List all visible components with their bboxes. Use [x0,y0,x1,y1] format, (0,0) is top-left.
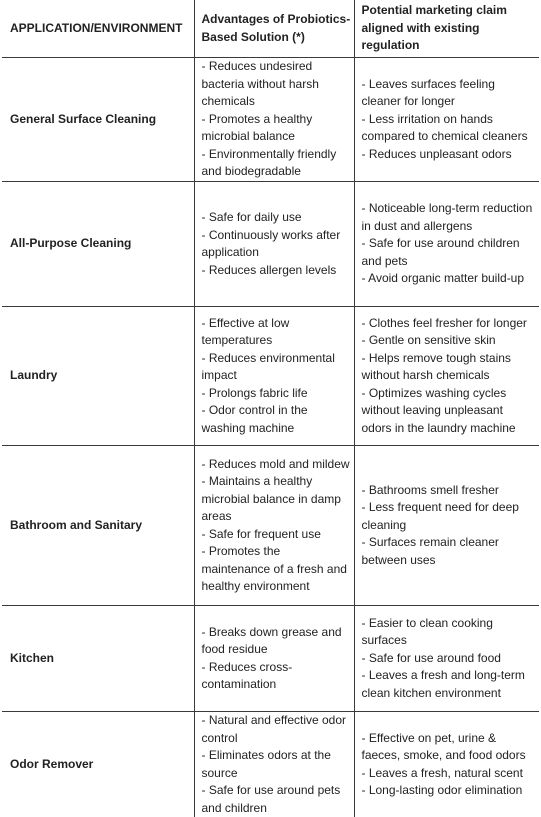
claim-item: - Easier to clean cooking surfaces [362,615,537,650]
claims-cell [354,58,539,182]
application-cell: General Surface Cleaning [2,58,194,182]
header-row [2,0,539,58]
claims-cell [354,182,539,307]
application-cell: Kitchen [2,606,194,712]
advantage-item: - Safe for use around pets and children [202,782,351,817]
advantages-cell [194,58,354,182]
advantage-item: - Promotes a healthy microbial balance [202,111,351,146]
application-cell: Laundry [2,307,194,446]
advantages-cell [194,446,354,606]
advantage-item: - Odor control in the washing machine [202,402,351,437]
claim-item: - Leaves a fresh and long-term clean kitchen environment [362,667,537,702]
table-row [2,446,539,606]
advantage-item: - Continuously works after application [202,227,351,262]
claim-item: - Avoid organic matter build-up [362,270,537,288]
advantages-cell [194,712,354,817]
table-row [2,712,539,817]
advantages-cell [194,307,354,446]
claims-cell [354,307,539,446]
claim-item: - Effective on pet, urine & faeces, smoke, and food odors [362,730,537,765]
advantage-item: - Reduces allergen levels [202,262,351,280]
advantages-cell [194,182,354,307]
claim-item: - Noticeable long-term reduction in dust and allergens [362,200,537,235]
claim-item: - Gentle on sensitive skin [362,332,537,350]
application-cell: Bathroom and Sanitary [2,446,194,606]
advantage-item: - Environmentally friendly and biodegradable [202,146,351,181]
advantage-item: - Breaks down grease and food residue [202,624,351,659]
advantage-item: - Prolongs fabric life [202,385,351,403]
table-row [2,606,539,712]
claim-item: - Safe for use around food [362,650,537,668]
claim-item: - Safe for use around children and pets [362,235,537,270]
advantage-item: - Eliminates odors at the source [202,747,351,782]
claim-item: - Surfaces remain cleaner between uses [362,534,537,569]
table-row [2,307,539,446]
table-row [2,182,539,307]
advantage-item: - Natural and effective odor control [202,712,351,747]
comparison-table [2,0,539,817]
claim-item: - Optimizes washing cycles without leaving unpleasant odors in the laundry machine [362,385,537,438]
advantage-item: - Safe for daily use [202,209,351,227]
claim-item: - Reduces unpleasant odors [362,146,537,164]
advantage-item: - Reduces cross-contamination [202,659,351,694]
header-marketing-claim: Potential marketing claim aligned with existing regulation [354,0,539,58]
claim-item: - Helps remove tough stains without harsh chemicals [362,350,537,385]
advantage-item: - Safe for frequent use [202,526,351,544]
claims-cell [354,606,539,712]
claim-item: - Less irritation on hands compared to chemical cleaners [362,111,537,146]
claim-item: - Long-lasting odor elimination [362,782,537,800]
advantages-cell [194,606,354,712]
claim-item: - Leaves a fresh, natural scent [362,765,537,783]
header-advantages: Advantages of Probiotics-Based Solution (*) [194,0,354,58]
application-cell: All-Purpose Cleaning [2,182,194,307]
table-row [2,58,539,182]
header-application: APPLICATION/ENVIRONMENT [2,0,194,58]
claim-item: - Clothes feel fresher for longer [362,315,537,333]
advantage-item: - Reduces mold and mildew [202,456,351,474]
advantage-item: - Maintains a healthy microbial balance in damp areas [202,473,351,526]
advantage-item: - Reduces undesired bacteria without harsh chemicals [202,58,351,111]
claim-item: - Less frequent need for deep cleaning [362,499,537,534]
advantage-item: - Reduces environmental impact [202,350,351,385]
claims-cell [354,446,539,606]
application-cell: Odor Remover [2,712,194,817]
claims-cell [354,712,539,817]
advantage-item: - Effective at low temperatures [202,315,351,350]
advantage-item: - Promotes the maintenance of a fresh and healthy environment [202,543,351,596]
claim-item: - Leaves surfaces feeling cleaner for longer [362,76,537,111]
claim-item: - Bathrooms smell fresher [362,482,537,500]
